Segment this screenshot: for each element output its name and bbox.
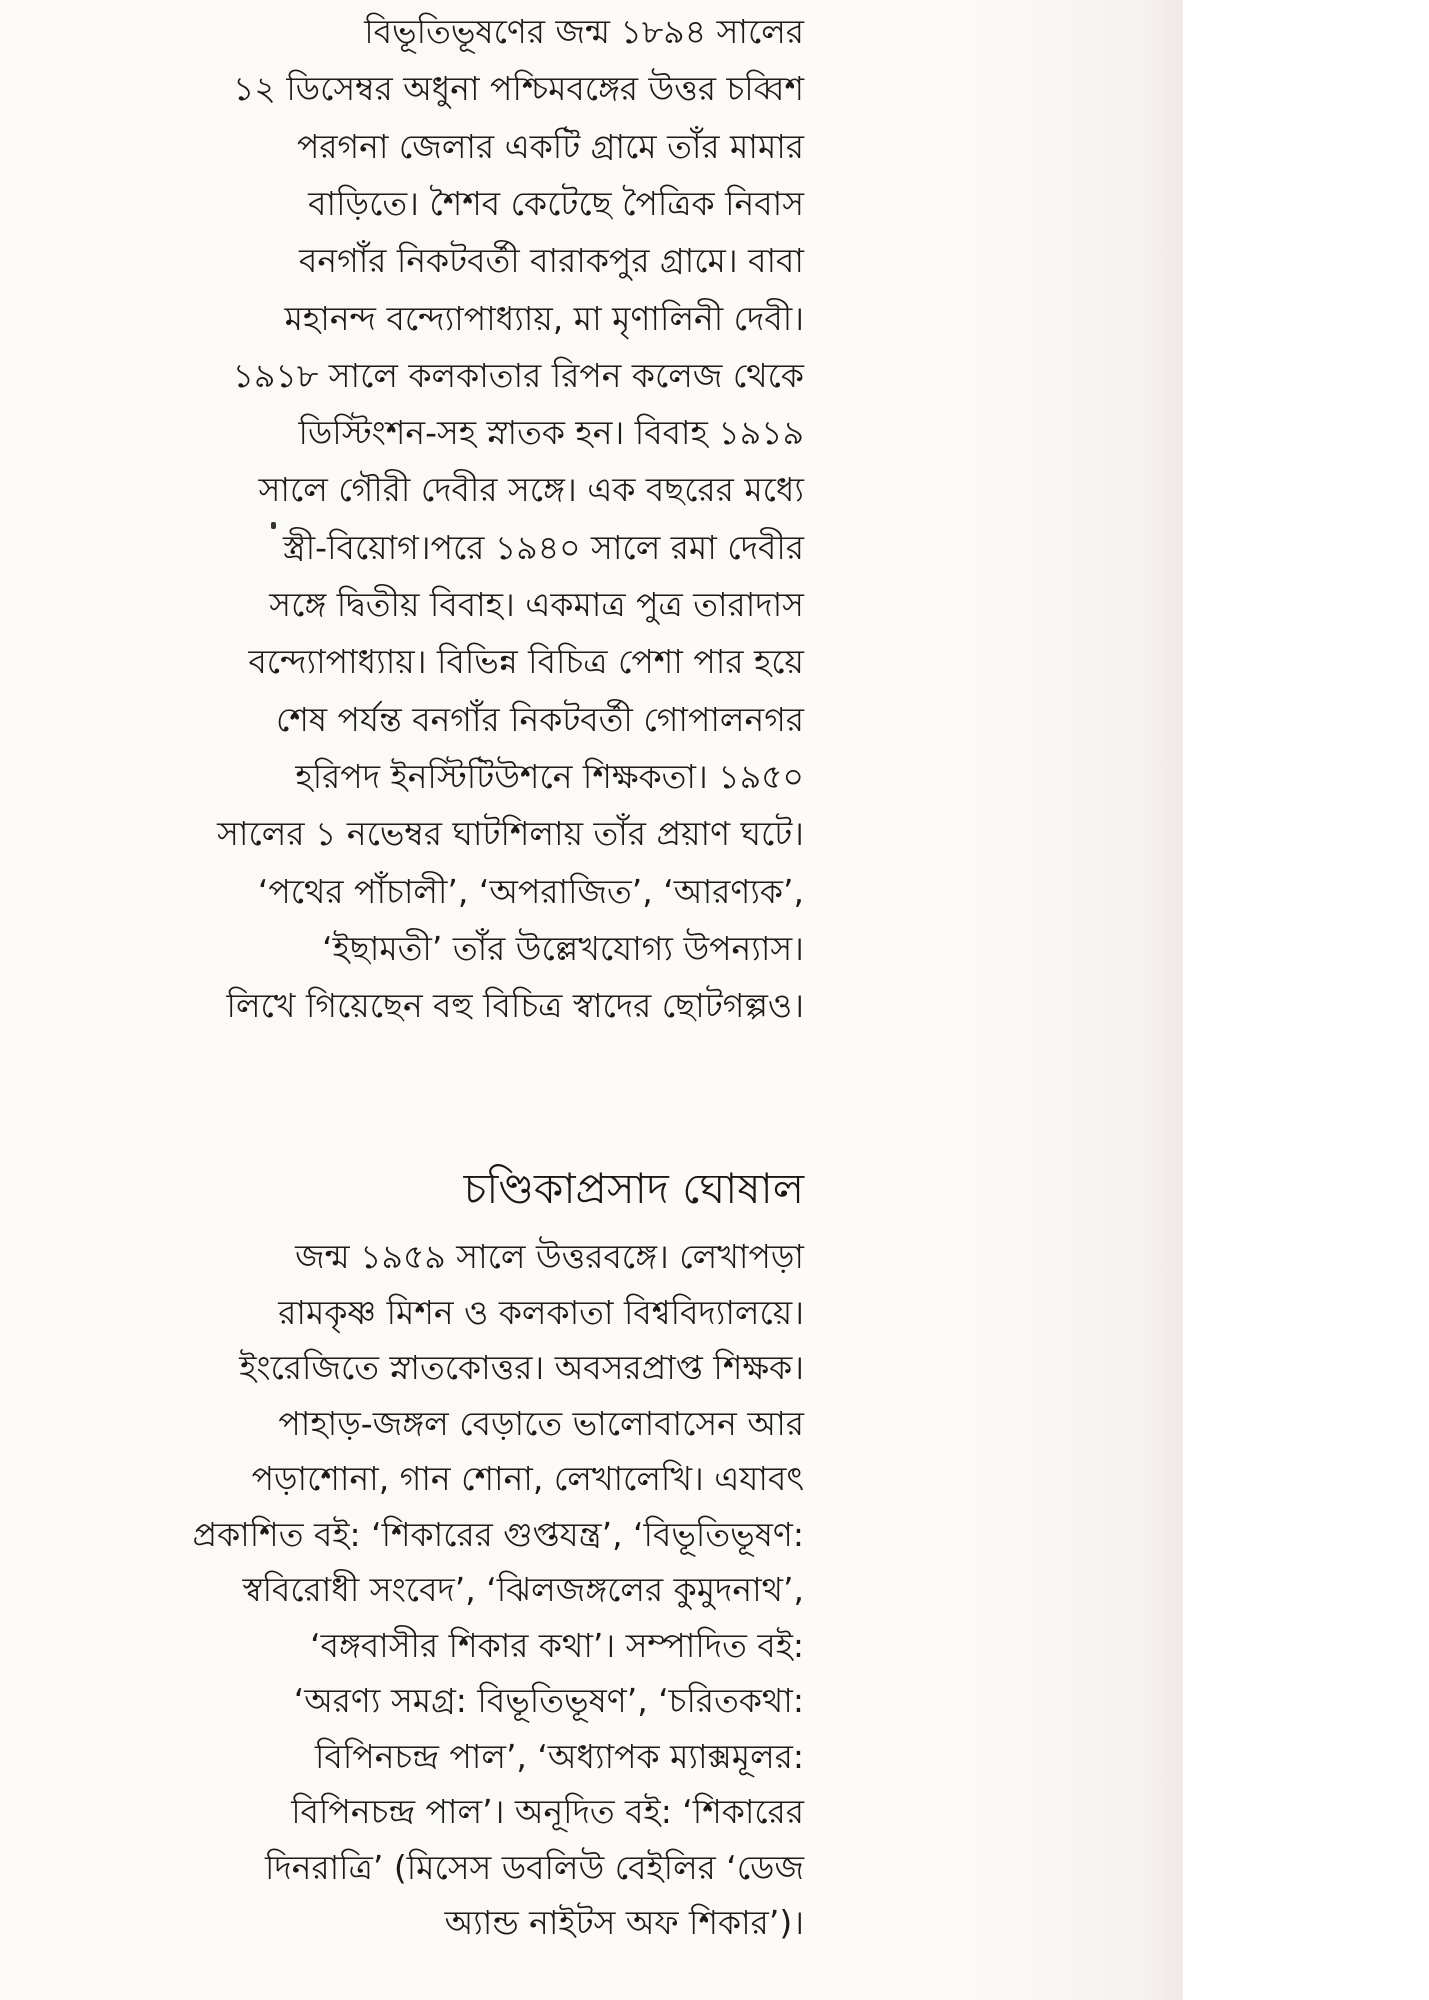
bio1-line: লিখে গিয়েছেন বহু বিচিত্র স্বাদের ছোটগল্পও। bbox=[226, 986, 804, 1025]
bio1-line: শেষ পর্যন্ত বনগাঁর নিকটবর্তী গোপালনগর bbox=[275, 700, 804, 739]
bio2-line: দিনরাত্রি’ (মিসেস ডবলিউ বেইলির ‘ডেজ bbox=[264, 1848, 804, 1887]
bio2-line: পড়াশোনা, গান শোনা, লেখালেখি। এযাবৎ bbox=[251, 1459, 804, 1498]
ink-speck bbox=[271, 522, 276, 529]
bio1-line: বাড়িতে। শৈশব কেটেছে পৈত্রিক নিবাস bbox=[308, 184, 804, 223]
bio2-line: ইংরেজিতে স্নাতকোত্তর। অবসরপ্রাপ্ত শিক্ষক। bbox=[239, 1348, 804, 1387]
bio2-line: স্ববিরোধী সংবেদ’, ‘ঝিলজঙ্গলের কুমুদনাথ’, bbox=[242, 1570, 804, 1609]
bio1-line: স্ত্রী-বিয়োগ।পরে ১৯৪০ সালে রমা দেবীর bbox=[283, 528, 804, 567]
bio1-line: সালে গৌরী দেবীর সঙ্গে। এক বছরের মধ্যে bbox=[258, 470, 804, 509]
bio2-line: জন্ম ১৯৫৯ সালে উত্তরবঙ্গে। লেখাপড়া bbox=[295, 1237, 804, 1276]
bio1-line: মহানন্দ বন্দ্যোপাধ্যায়, মা মৃণালিনী দেবী। bbox=[284, 299, 804, 338]
bio2-line: রামকৃষ্ণ মিশন ও কলকাতা বিশ্ববিদ্যালয়ে। bbox=[278, 1293, 804, 1332]
bio1-line: ১২ ডিসেম্বর অধুনা পশ্চিমবঙ্গের উত্তর চব্বিশ bbox=[232, 69, 804, 108]
bio1-line: হরিপদ ইনস্টিটিউশনে শিক্ষকতা। ১৯৫০ bbox=[295, 757, 804, 796]
bio1-line: বনগাঁর নিকটবর্তী বারাকপুর গ্রামে। বাবা bbox=[299, 241, 804, 280]
bio1-line: ১৯১৮ সালে কলকাতার রিপন কলেজ থেকে bbox=[232, 356, 804, 395]
bio1-line: সালের ১ নভেম্বর ঘাটশিলায় তাঁর প্রয়াণ ঘটে। bbox=[217, 814, 804, 853]
bio2-line: অ্যান্ড নাইটস অফ শিকার’)। bbox=[444, 1903, 804, 1942]
author-name-heading: চণ্ডিকাপ্রসাদ ঘোষাল bbox=[463, 1164, 804, 1213]
bio2-line: বিপিনচন্দ্র পাল’। অনূদিত বই: ‘শিকারের bbox=[291, 1792, 804, 1831]
bio2-line: ‘অরণ্য সমগ্র: বিভূতিভূষণ’, ‘চরিতকথা: bbox=[293, 1681, 804, 1720]
bio1-line: বিভূতিভূষণের জন্ম ১৮৯৪ সালের bbox=[364, 12, 804, 51]
bio2-line: বিপিনচন্দ্র পাল’, ‘অধ্যাপক ম্যাক্সমূলর: bbox=[315, 1737, 804, 1776]
bio1-line: সঙ্গে দ্বিতীয় বিবাহ। একমাত্র পুত্র তারাদাস bbox=[269, 585, 804, 624]
bio2-line: ‘বঙ্গবাসীর শিকার কথা’। সম্পাদিত বই: bbox=[310, 1626, 804, 1665]
bio1-line: ‘পথের পাঁচালী’, ‘অপরাজিত’, ‘আরণ্যক’, bbox=[257, 872, 804, 911]
bio1-line: ডিস্টিংশন-সহ স্নাতক হন। বিবাহ ১৯১৯ bbox=[298, 413, 804, 452]
bio2-line: প্রকাশিত বই: ‘শিকারের গুপ্তযন্ত্র’, ‘বিভূতিভূষণ: bbox=[192, 1515, 804, 1554]
bio1-line: পরগনা জেলার একটি গ্রামে তাঁর মামার bbox=[296, 127, 804, 166]
bio1-line: বন্দ্যোপাধ্যায়। বিভিন্ন বিচিত্র পেশা পার হয়ে bbox=[248, 642, 804, 681]
bio1-line: ‘ইছামতী’ তাঁর উল্লেখযোগ্য উপন্যাস। bbox=[322, 929, 804, 968]
bio2-line: পাহাড়-জঙ্গল বেড়াতে ভালোবাসেন আর bbox=[278, 1404, 804, 1443]
